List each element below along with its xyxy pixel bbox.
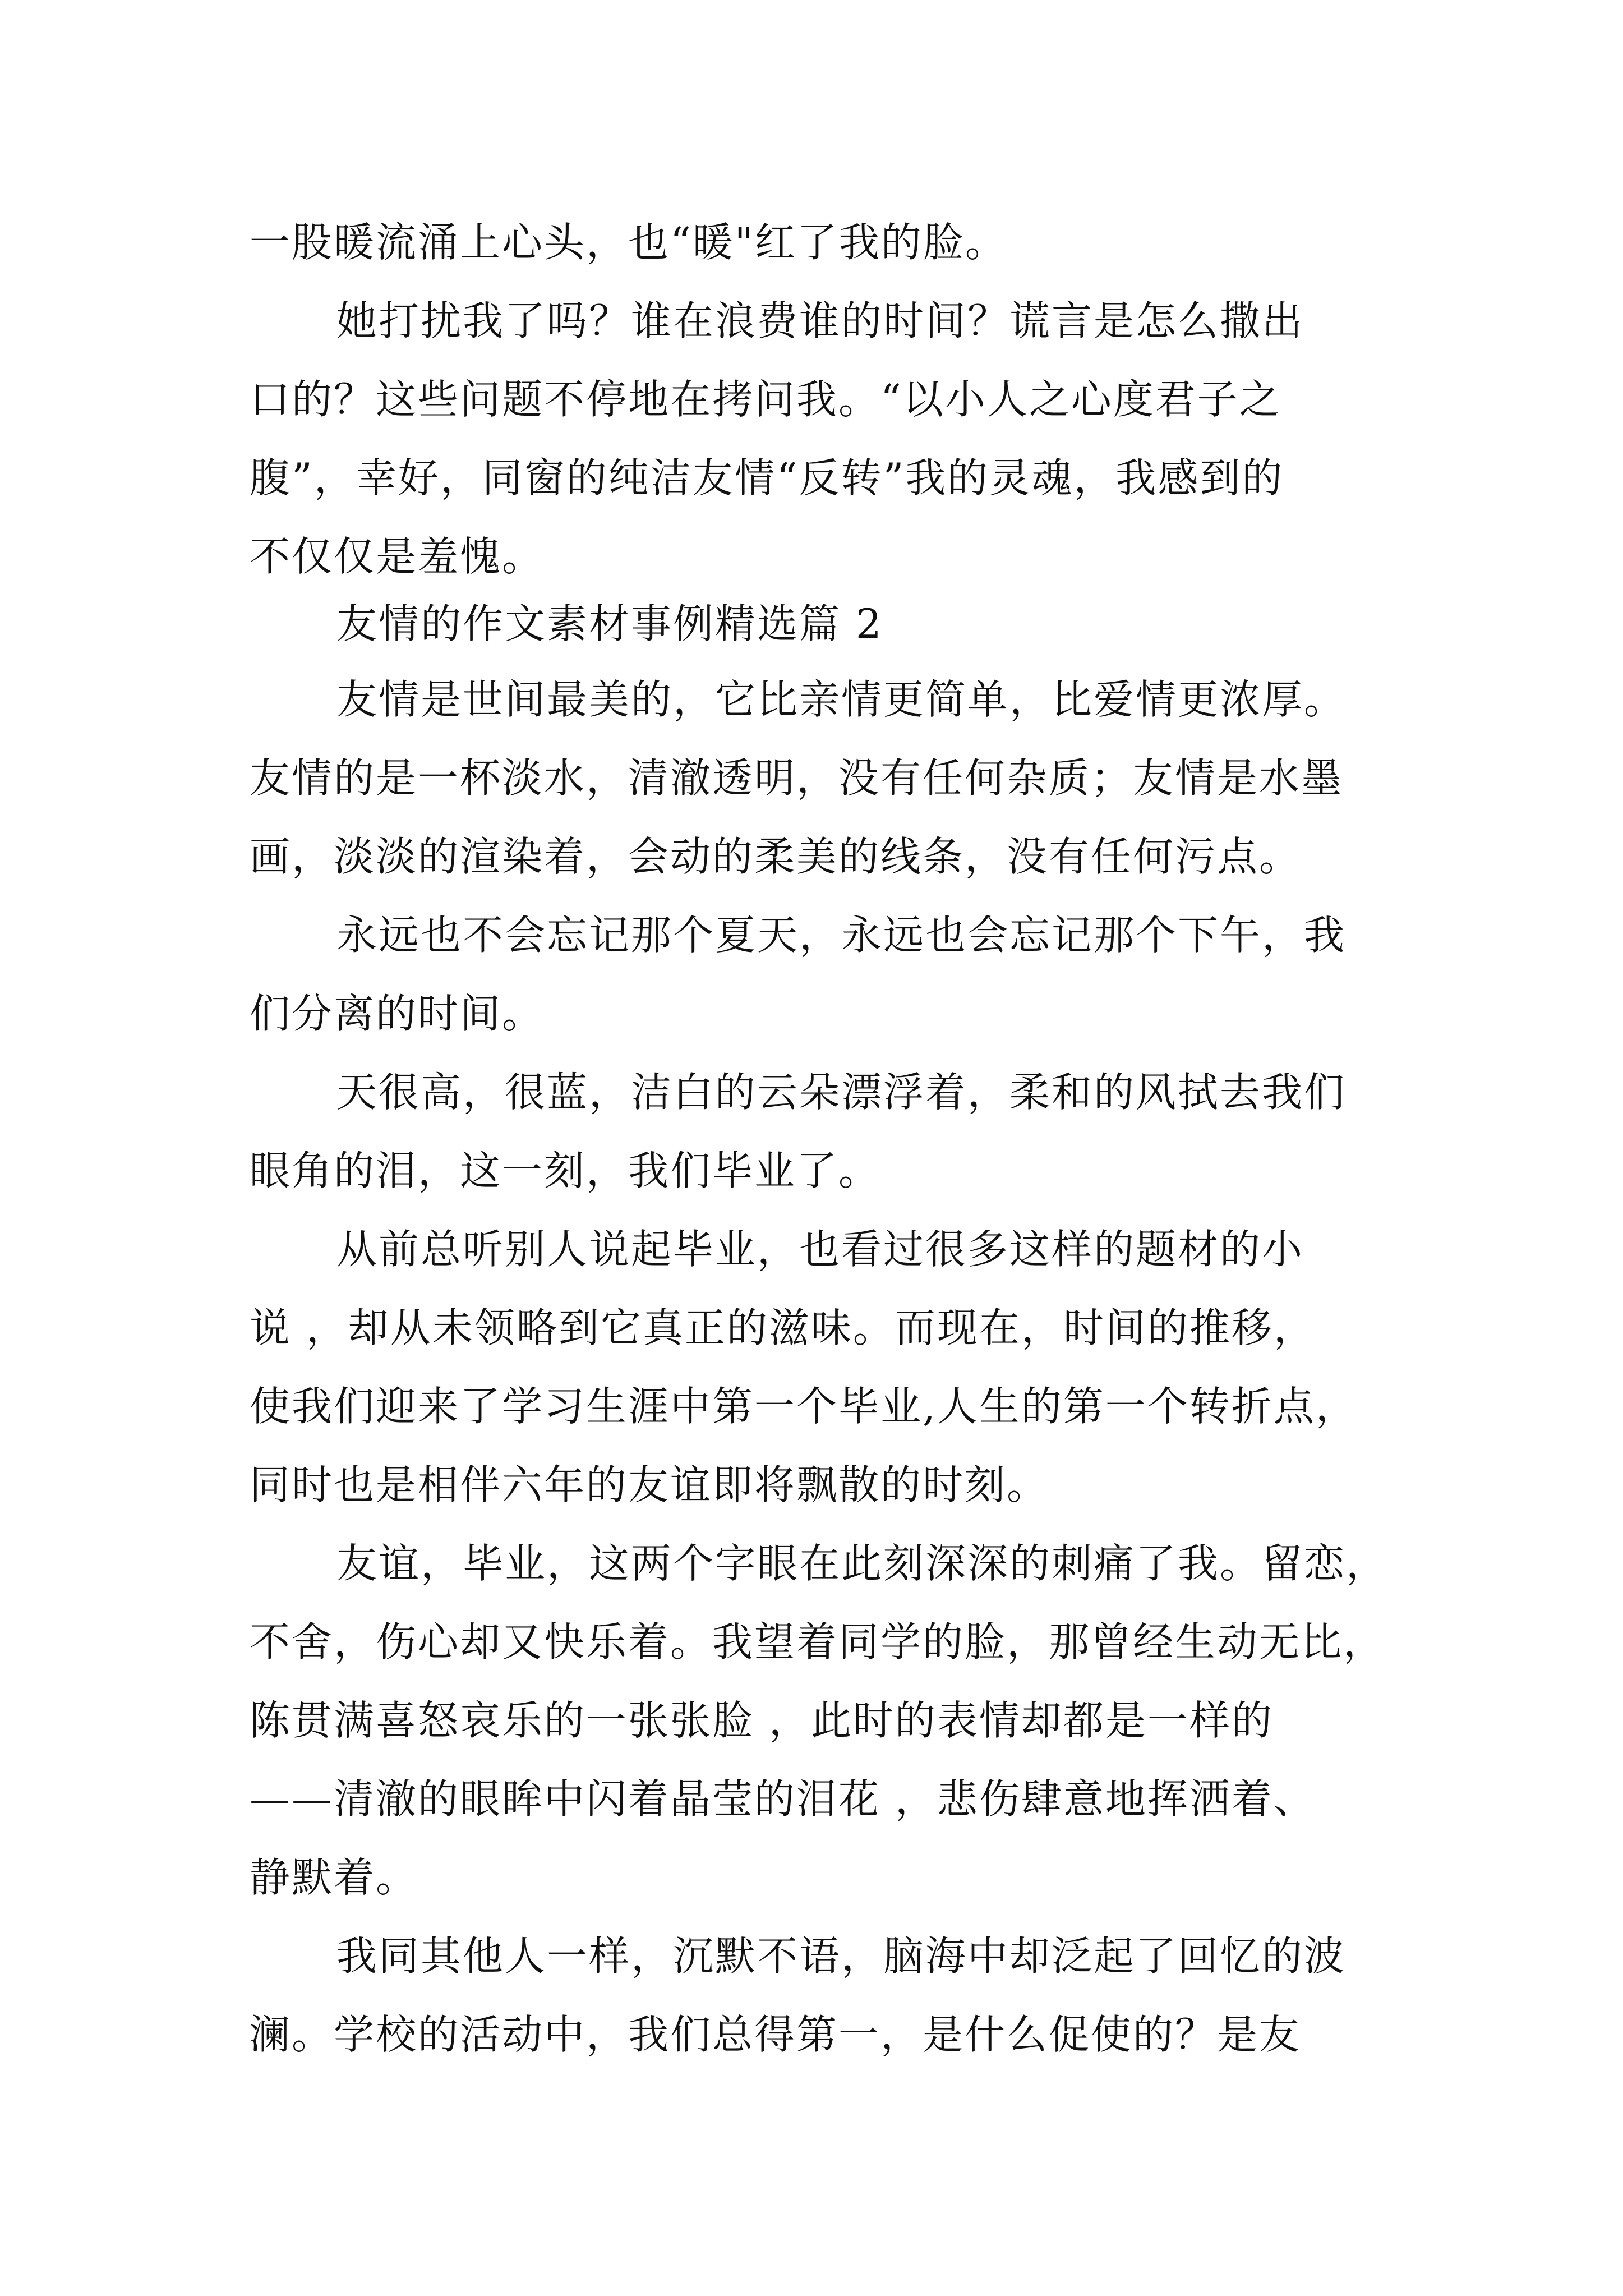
paragraph-start-line: 从前总听别人说起毕业，也看过很多这样的题材的小 [336, 1226, 1304, 1273]
text-line: 友情的是一杯淡水，清澈透明，没有任何杂质；友情是水墨 [250, 754, 1344, 802]
text-line: 口的？这些问题不停地在拷问我。“以小人之心度君子之 [250, 376, 1281, 423]
paragraph-start-line: 友情是世间最美的，它比亲情更简单，比爱情更浓厚。 [336, 676, 1347, 723]
text-line: 澜。学校的活动中，我们总得第一，是什么促使的？是友 [250, 2011, 1302, 2058]
paragraph-start-line: 永远也不会忘记那个夏天，永远也会忘记那个下午，我 [336, 912, 1347, 959]
text-line: 不舍，伤心却又快乐着。我望着同学的脸，那曾经生动无比， [250, 1618, 1386, 1665]
text-line: ——清澈的眼眸中闪着晶莹的泪花 ，悲伤肆意地挥洒着、 [250, 1775, 1316, 1823]
text-line: 陈贯满喜怒哀乐的一张张脸 ，此时的表情却都是一样的 [250, 1697, 1274, 1744]
text-line: 一股暖流涌上心头，也“暖"红了我的脸。 [250, 219, 1007, 266]
text-line: 静默着。 [250, 1854, 418, 1901]
section-heading: 友情的作文素材事例精选篇 2 [336, 600, 883, 647]
text-line: 眼角的泪，这一刻，我们毕业了。 [250, 1147, 881, 1194]
paragraph-start-line: 天很高，很蓝，洁白的云朵漂浮着，柔和的风拭去我们 [336, 1069, 1347, 1116]
text-line: 不仅仅是羞愧。 [250, 533, 545, 580]
paragraph-start-line: 友谊，毕业，这两个字眼在此刻深深的刺痛了我。留恋， [336, 1540, 1389, 1587]
text-line: 说 ，却从未领略到它真正的滋味。而现在，时间的推移， [250, 1304, 1316, 1351]
text-line: 腹”，幸好，同窗的纯洁友情“反转”我的灵魂，我感到的 [250, 454, 1284, 501]
paragraph-start-line: 我同其他人一样，沉默不语，脑海中却泛起了回忆的波 [336, 1932, 1347, 1980]
text-line: 使我们迎来了学习生涯中第一个毕业,人生的第一个转折点， [250, 1383, 1358, 1430]
text-line: 们分离的时间。 [250, 990, 545, 1037]
paragraph-start-line: 她打扰我了吗？谁在浪费谁的时间？谎言是怎么撒出 [336, 297, 1304, 344]
text-line: 画，淡淡的渲染着，会动的柔美的线条，没有任何污点。 [250, 833, 1302, 880]
text-line: 同时也是相伴六年的友谊即将飘散的时刻。 [250, 1461, 1049, 1508]
